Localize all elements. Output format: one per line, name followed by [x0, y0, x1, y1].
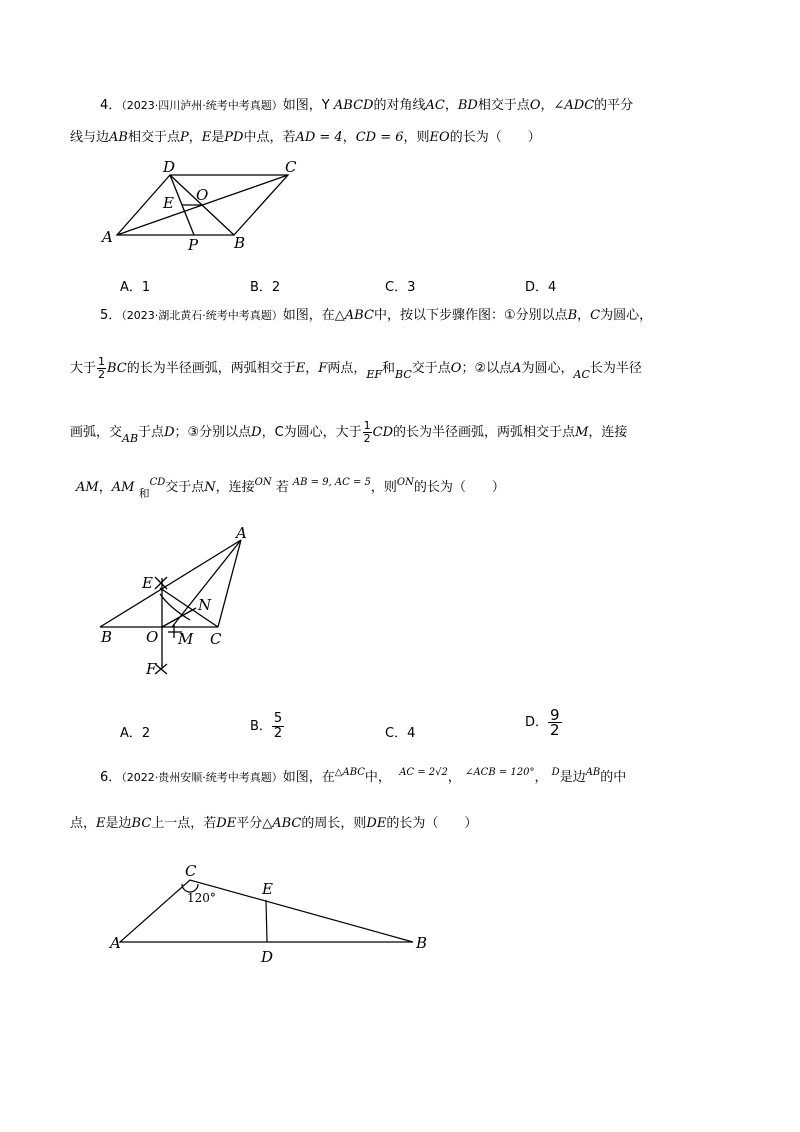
q5-l4e: ，则: [370, 480, 397, 495]
q6-t3: ，: [447, 770, 461, 785]
q4-option-d[interactable]: D．4: [525, 280, 557, 295]
q4-t10: 是: [211, 130, 225, 145]
q5-comma: ，: [577, 308, 591, 323]
q5-l4d: 若: [275, 480, 289, 495]
q4-cd_eq: CD = 6: [355, 130, 404, 145]
q6-label-d: D: [261, 948, 274, 966]
q6-t9: 上一点，若: [151, 816, 217, 831]
q5-cd: CD: [372, 425, 394, 440]
q6-tri2: △ABC: [262, 816, 302, 831]
q5-on1: ON: [254, 477, 272, 488]
q5-label-n: N: [198, 596, 212, 614]
q6-ac_eq: AC = 2√2: [399, 767, 448, 778]
q4-ad_eq: AD = 4: [295, 130, 343, 145]
q5-l3d: ，C为圆心，大于: [261, 425, 362, 440]
q5-options-b_prefix: B．: [250, 719, 272, 734]
q5-l3e: 的长为半径画弧，两弧相交于点: [393, 425, 576, 440]
q5-l4f: 的长为（ ）: [413, 480, 505, 495]
q5-l2h: 长为半径: [589, 361, 642, 376]
q5-l2c: 两点，: [327, 361, 367, 376]
q5-l3f: ，连接: [588, 425, 628, 440]
q4-bd: BD: [457, 98, 478, 113]
q5-l2f: ；②以点: [461, 361, 513, 376]
q4-angle: ∠ADC: [553, 98, 595, 113]
q4-option-a[interactable]: A．1: [120, 280, 151, 295]
q6-t8: 是边: [105, 816, 132, 831]
q6-t2: 中，: [364, 770, 391, 785]
q4-pd: PD: [224, 130, 244, 145]
q4-ab: AB: [109, 130, 128, 145]
q5-ac: AC: [573, 368, 590, 381]
q5-l2d: 和: [382, 361, 396, 376]
q5-l4comma: ，: [98, 480, 112, 495]
q4-label-o: O: [196, 186, 209, 204]
q6-t10: 平分: [236, 816, 263, 831]
q5-am1: AM: [76, 480, 99, 495]
q4-t13: ，则: [403, 130, 430, 145]
q5-option-a[interactable]: A．2: [120, 726, 151, 741]
q4-option-c[interactable]: C．3: [385, 280, 416, 295]
q5-label-m: M: [178, 630, 194, 648]
q4-t5: ，: [540, 98, 554, 113]
q4-para_symbol: Y: [321, 98, 330, 113]
q5-options-b_den: 2: [273, 726, 283, 741]
q4-label-b: B: [234, 234, 246, 252]
q4-option-b[interactable]: B．2: [250, 280, 281, 295]
q5-l3b: 于点: [138, 425, 165, 440]
q6-source: （2022·贵州安顺·统考中考真题）: [121, 771, 283, 784]
q4-e: E: [201, 130, 212, 145]
q5-f: F: [318, 361, 328, 376]
q4-p: P: [179, 130, 189, 145]
q5-label-b: B: [101, 628, 113, 646]
q5-ef: EF: [366, 368, 383, 381]
q6-t4: ，: [534, 770, 548, 785]
q5-m: M: [575, 425, 589, 440]
q6-t1: 如图，在: [282, 770, 335, 785]
q6-number: 6．: [100, 770, 122, 785]
q5-bc2: BC: [395, 368, 412, 381]
q4-t7: 线与边: [70, 130, 110, 145]
q6-t12: 的长为（ ）: [386, 816, 478, 831]
q4-abcd: ABCD: [333, 98, 374, 113]
q4-t9: ，: [188, 130, 202, 145]
q5-d2: D: [251, 425, 262, 440]
q6-label-a: A: [110, 934, 121, 952]
q5-n: N: [204, 480, 216, 495]
q5-cd2: CD: [149, 477, 166, 488]
q5-half_den: 2: [363, 432, 371, 445]
q5-half_num: 1: [363, 419, 371, 432]
q4-label-a: A: [102, 228, 113, 246]
q6-bc: BC: [131, 816, 152, 831]
q5-options-b_num: 5: [273, 711, 283, 726]
q4-label-e: E: [163, 194, 174, 212]
q5-o: O: [450, 361, 462, 376]
q5-options-d_num: 9: [550, 706, 560, 724]
q5-l4c: ，连接: [215, 480, 255, 495]
q5-bc: BC: [107, 361, 127, 376]
q5-l2b: 的长为半径画弧，两弧相交于: [126, 361, 296, 376]
q6-tri: △ABC: [334, 767, 365, 778]
q5-l3c: ；③分别以点: [174, 425, 252, 440]
q4-t12: ，: [342, 130, 356, 145]
q4-t1: 如图，: [282, 98, 322, 113]
q5-options-d_prefix: D．: [525, 715, 549, 730]
q5-d: D: [164, 425, 175, 440]
q5-half_num: 1: [98, 355, 106, 368]
q6-t6: 的中: [600, 770, 627, 785]
q5-l1c: 为圆心，: [600, 308, 653, 323]
q4-t8: 相交于点: [127, 130, 180, 145]
q5-label-e: E: [142, 574, 153, 592]
q5-option-c[interactable]: C．4: [385, 726, 416, 741]
q5-number: 5．: [100, 308, 122, 323]
q6-label-b: B: [416, 934, 428, 952]
q4-t11: 中点，若: [243, 130, 296, 145]
q5-a: A: [512, 361, 522, 376]
q4-ac: AC: [425, 98, 445, 113]
q5-b: B: [567, 308, 578, 323]
q5-label-f: F: [146, 660, 157, 678]
q4-t3: ，: [444, 98, 458, 113]
q5-l1a: 如图，在: [282, 308, 335, 323]
q5-tri: △ABC: [334, 308, 374, 323]
q5-ab: AB: [122, 432, 139, 445]
q5-l2a: 大于: [70, 361, 97, 376]
q6-t11: 的周长，则: [301, 816, 367, 831]
q5-l1b: 中，按以下步骤作图：①分别以点: [373, 308, 568, 323]
q4-label-d: D: [163, 158, 176, 176]
q4-label-c: C: [285, 158, 297, 176]
q4-line-1: 4．（2023·四川泸州·统考中考真题）如图，Y ABCD的对角线AC，BD相交于点O，∠ADC的平分: [100, 98, 634, 113]
q5-options-d_den: 2: [550, 721, 560, 739]
q6-de2: DE: [366, 816, 387, 831]
q6-angle_eq: ∠ACB = 120°: [465, 767, 535, 778]
q5-comma: ，: [305, 361, 319, 376]
q5-l2e: 交于点: [411, 361, 451, 376]
q4-eo: EO: [429, 130, 450, 145]
q6-e: E: [96, 816, 106, 831]
q4-t4: 相交于点: [477, 98, 530, 113]
q6-segment-de: [266, 900, 267, 942]
q4-t6: 的平分: [594, 98, 634, 113]
q5-am2: AM: [111, 480, 135, 495]
q5-l3a: 画弧，交: [70, 425, 123, 440]
q6-ab: AB: [585, 767, 601, 778]
q4-label-p: P: [188, 236, 199, 254]
q6-de: DE: [216, 816, 237, 831]
q5-half_den: 2: [98, 368, 106, 381]
q6-d: D: [551, 767, 560, 778]
q5-e: E: [295, 361, 306, 376]
q5-c: C: [590, 308, 601, 323]
q5-label-o: O: [146, 628, 159, 646]
q5-on2: ON: [396, 477, 414, 488]
q5-label-a: A: [236, 524, 247, 542]
q4-t2: 的对角线: [373, 98, 426, 113]
q6-t7: 点，: [70, 816, 97, 831]
q4-o: O: [529, 98, 541, 113]
q4-t14: 的长为（ ）: [449, 130, 541, 145]
q5-l4b: 交于点: [165, 480, 205, 495]
q6-label-e: E: [262, 880, 273, 898]
q5-l4a: 和: [138, 487, 150, 500]
q6-label-c: C: [185, 862, 197, 880]
q6-t5: 是边: [559, 770, 586, 785]
q5-source: （2023·湖北黄石·统考中考真题）: [121, 309, 283, 322]
q5-label-c: C: [210, 630, 222, 648]
q5-l2g: 为圆心，: [521, 361, 574, 376]
q6-angle-label: 120°: [187, 891, 216, 905]
q5-cond: AB = 9, AC = 5: [292, 477, 371, 488]
